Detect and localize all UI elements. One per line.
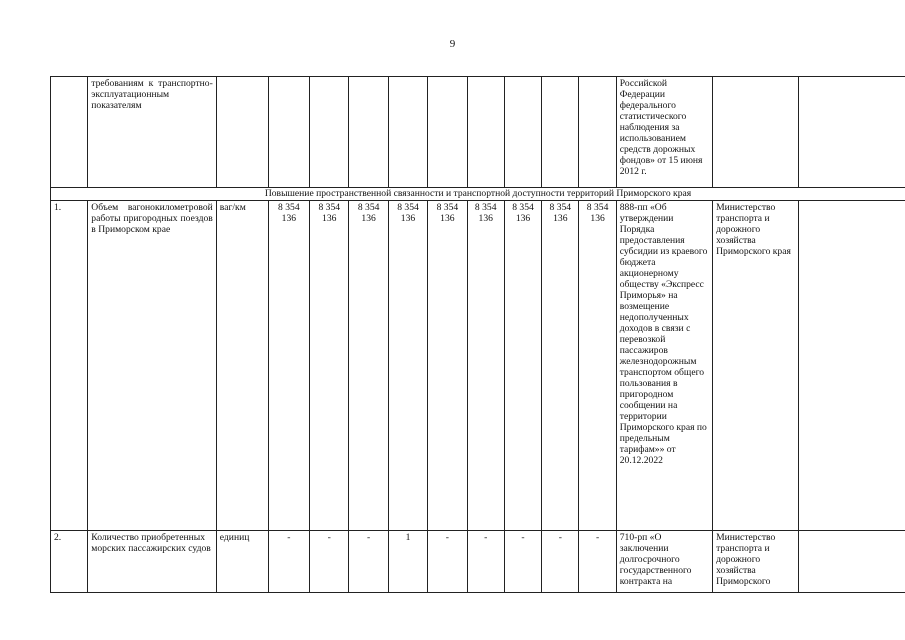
unit-cell: ваг/км <box>216 201 268 531</box>
value-cell: 8 354 136 <box>428 201 467 531</box>
num-cell: 2. <box>51 531 88 593</box>
continued-row <box>51 77 905 188</box>
value-cell: - <box>579 531 616 593</box>
value-cell: 8 354 136 <box>349 201 388 531</box>
value-cell: 8 354 136 <box>467 201 504 531</box>
value-cell: 8 354 136 <box>310 201 349 531</box>
value-cell: - <box>428 531 467 593</box>
table-row <box>51 531 905 593</box>
num-cell: 1. <box>51 201 88 531</box>
value-cell: 8 354 136 <box>542 201 579 531</box>
unit-cell: единиц <box>216 531 268 593</box>
value-cell: - <box>349 531 388 593</box>
section-title: Повышение пространственной связанности и транспортной доступности территорий Приморского края <box>51 188 905 201</box>
value-cell: - <box>504 531 541 593</box>
value-cell: 8 354 136 <box>579 201 616 531</box>
responsible-cell: Министерство транспорта и дорожного хозяйства Приморского края <box>713 201 799 531</box>
value-cell: 1 <box>388 531 427 593</box>
indicator-name-cell: Количество приобретенных морских пассажирских судов <box>88 531 217 593</box>
responsible-cell: Министерство транспорта и дорожного хозяйства Приморского <box>713 531 799 593</box>
value-cell: 8 354 136 <box>268 201 309 531</box>
responsible-cell <box>713 77 799 188</box>
basis-cell: 888-пп «Об утверждении Порядка предоставления субсидии из краевого бюджета акционерному обществу «Экспресс Приморья» на возмещение недополученных доходов в связи с перевозкой пассажиров железнодорожным транспортом общего пользования в пригородном сообщении на территории Приморского края по предельным тарифам»» от 20.12.2022 <box>616 201 712 531</box>
value-cell: - <box>542 531 579 593</box>
value-cell: - <box>310 531 349 593</box>
value-cell: 8 354 136 <box>504 201 541 531</box>
value-cell: - <box>467 531 504 593</box>
value-cell: 8 354 136 <box>388 201 427 531</box>
table-row <box>51 201 905 531</box>
indicator-name-cell: Объем вагонокилометровой работы пригородных поездов в Приморском крае <box>88 201 217 531</box>
page-number: 9 <box>449 38 456 50</box>
section-header-row <box>51 188 905 201</box>
indicators-table <box>50 76 905 593</box>
unit-cell <box>216 77 268 188</box>
value-cell: - <box>268 531 309 593</box>
basis-cell: Российской Федерации федерального статистического наблюдения за использованием средств дорожных фондов» от 15 июня 2012 г. <box>616 77 712 188</box>
num-cell <box>51 77 88 188</box>
indicator-name-cell: требованиям к транспортно-эксплуатационным показателям <box>88 77 217 188</box>
basis-cell: 710-рп «О заключении долгосрочного государственного контракта на <box>616 531 712 593</box>
